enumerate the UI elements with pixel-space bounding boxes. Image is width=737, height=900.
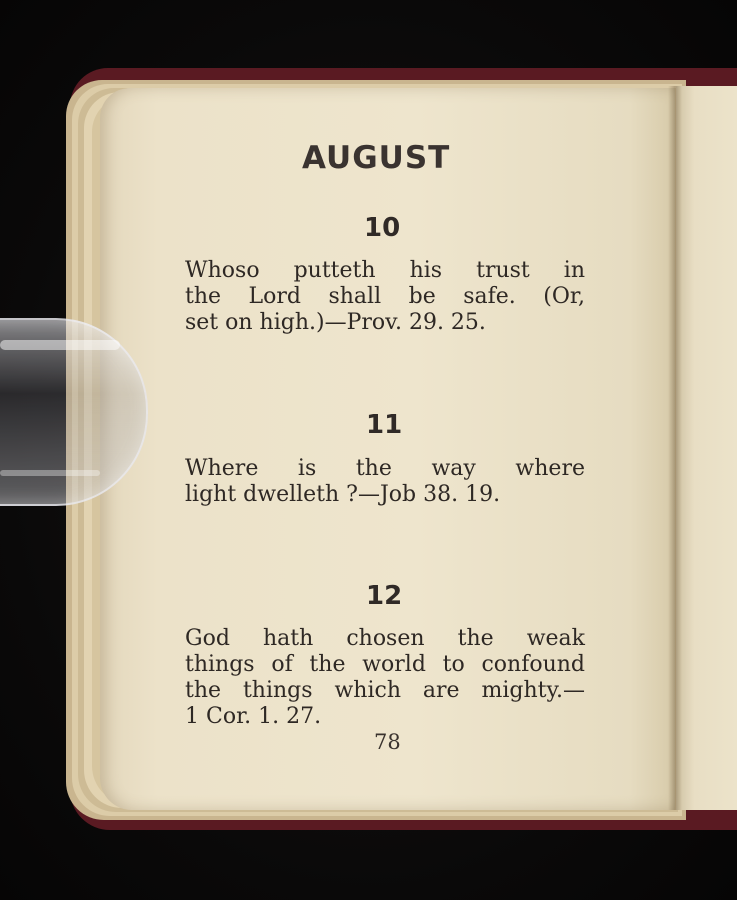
day-number: 11 — [366, 410, 403, 440]
verse-line: 1 Cor. 1. 27. — [185, 704, 322, 729]
verse-line: set on high.)—Prov. 29. 25. — [185, 310, 486, 335]
verse-line: the things which are mighty.— — [185, 678, 585, 703]
book-gutter — [668, 86, 682, 810]
verse-line: Whoso putteth his trust in — [185, 258, 585, 283]
tab-highlight — [0, 470, 100, 476]
tab-highlight — [0, 340, 120, 350]
verse-line: Where is the way where — [185, 456, 585, 481]
verse-text — [185, 626, 585, 730]
verse-text — [185, 258, 585, 336]
day-number: 10 — [364, 213, 401, 243]
page-number: 78 — [374, 730, 401, 754]
verse-text — [185, 456, 585, 508]
verse-line: God hath chosen the weak — [185, 626, 585, 651]
verse-line: light dwelleth ?—Job 38. 19. — [185, 482, 501, 507]
facing-page — [676, 86, 737, 810]
day-number: 12 — [366, 581, 403, 611]
verse-line: the Lord shall be safe. (Or, — [185, 284, 585, 309]
verse-line: things of the world to confound — [185, 652, 585, 677]
month-heading: AUGUST — [302, 140, 451, 176]
